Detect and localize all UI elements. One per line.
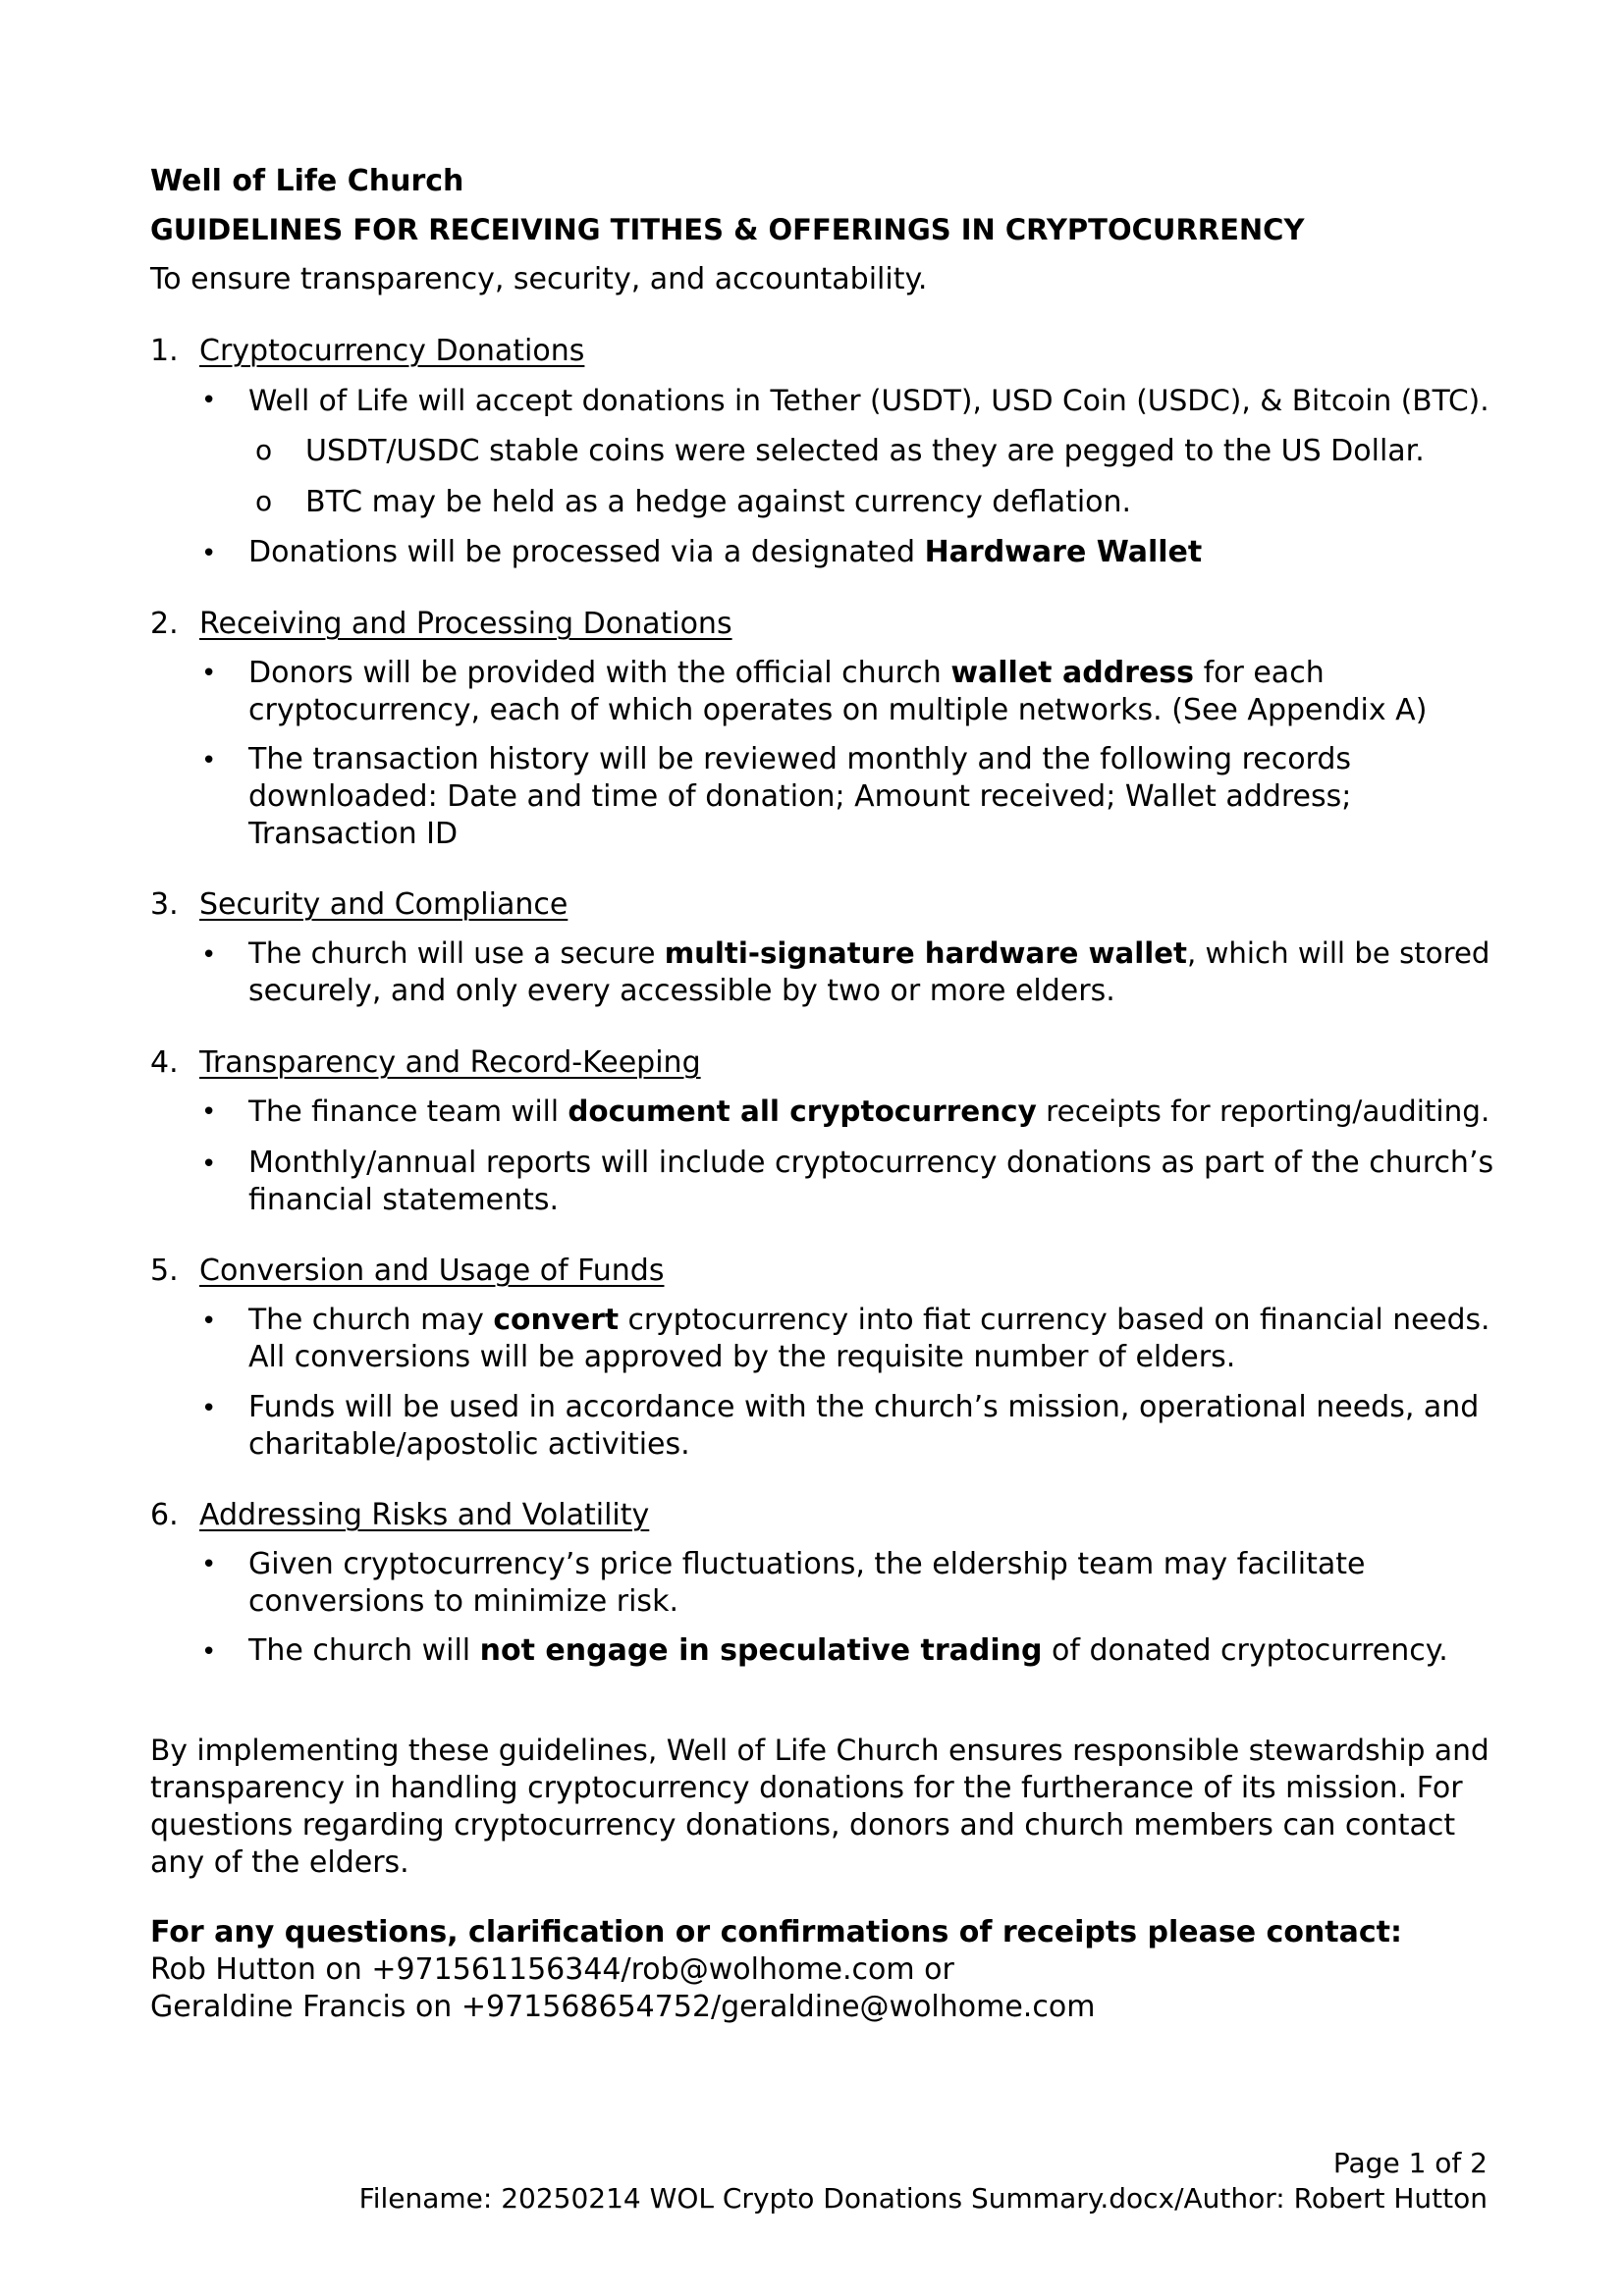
closing-line-3: questions regarding cryptocurrency donations, donors and church members can contact xyxy=(150,1808,1456,1842)
section-2-bullet-2: The transaction history will be reviewed monthly and the following records xyxy=(248,742,1352,776)
bullet-icon: • xyxy=(201,1149,217,1179)
closing-line-2: transparency in handling cryptocurrency donations for the furtherance of its mission. For xyxy=(150,1771,1463,1805)
bullet-icon: • xyxy=(201,1394,217,1423)
section-5-bullet-1-line-2: All conversions will be approved by the requisite number of elders. xyxy=(248,1340,1236,1374)
footer-filename: Filename: 20250214 WOL Crypto Donations Summary.docx/Author: Robert Hutton xyxy=(358,2182,1488,2215)
section-6-bullet-2: The church will not engage in speculative trading of donated cryptocurrency. xyxy=(248,1633,1448,1668)
section-5-bullet-2: Funds will be used in accordance with the church’s mission, operational needs, and xyxy=(248,1390,1480,1424)
bullet-icon: • xyxy=(201,940,217,970)
section-4-number: 4. xyxy=(150,1045,179,1080)
section-6-bullet-1: Given cryptocurrency’s price fluctuations, the eldership team may facilitate xyxy=(248,1547,1366,1581)
section-2-number: 2. xyxy=(150,607,179,641)
section-1-number: 1. xyxy=(150,334,179,368)
page-number: Page 1 of 2 xyxy=(1332,2147,1488,2179)
bullet-icon: • xyxy=(201,1097,217,1127)
contact-line-1: Rob Hutton on +971561156344/rob@wolhome.com or xyxy=(150,1952,954,1987)
section-2-bullet-1-line-2: cryptocurrency, each of which operates on multiple networks. (See Appendix A) xyxy=(248,693,1428,727)
bullet-icon: • xyxy=(201,1637,217,1667)
org-name: Well of Life Church xyxy=(150,164,464,198)
section-4-heading: Transparency and Record-Keeping xyxy=(199,1045,701,1080)
section-2-heading: Receiving and Processing Donations xyxy=(199,607,732,641)
section-1-sub-bullet-2: BTC may be held as a hedge against currency deflation. xyxy=(305,485,1132,519)
section-5-bullet-1: The church may convert cryptocurrency into fiat currency based on financial needs. xyxy=(248,1303,1490,1337)
closing-line-4: any of the elders. xyxy=(150,1845,409,1880)
section-6-heading: Addressing Risks and Volatility xyxy=(199,1498,650,1532)
section-2-bullet-2-line-2: downloaded: Date and time of donation; Amount received; Wallet address; xyxy=(248,779,1352,814)
section-5-number: 5. xyxy=(150,1254,179,1288)
section-1-sub-bullet-1: USDT/USDC stable coins were selected as they are pegged to the US Dollar. xyxy=(305,434,1425,468)
page-title: GUIDELINES FOR RECEIVING TITHES & OFFERINGS IN CRYPTOCURRENCY xyxy=(150,213,1305,246)
bullet-icon: • xyxy=(201,386,217,415)
intro-text: To ensure transparency, security, and accountability. xyxy=(150,262,928,296)
section-4-bullet-1: The finance team will document all cryptocurrency receipts for reporting/auditing. xyxy=(248,1095,1490,1128)
section-2-bullet-1: Donors will be provided with the official church wallet address for each xyxy=(248,656,1325,690)
section-1-bullet-1: Well of Life will accept donations in Tether (USDT), USD Coin (USDC), & Bitcoin (BTC). xyxy=(248,383,1489,417)
section-4-bullet-2: Monthly/annual reports will include cryptocurrency donations as part of the church’s xyxy=(248,1146,1494,1180)
sub-bullet-icon: o xyxy=(255,485,273,517)
section-1-bullet-2: Donations will be processed via a designated Hardware Wallet xyxy=(248,535,1203,569)
contact-line-2: Geraldine Francis on +971568654752/geraldine@wolhome.com xyxy=(150,1990,1096,2024)
section-2-bullet-2-line-3: Transaction ID xyxy=(248,817,459,851)
section-3-heading: Security and Compliance xyxy=(199,887,568,922)
section-5-bullet-2-line-2: charitable/apostolic activities. xyxy=(248,1427,690,1462)
section-1-heading: Cryptocurrency Donations xyxy=(199,334,585,368)
sub-bullet-icon: o xyxy=(255,434,273,466)
section-3-bullet-1: The church will use a secure multi-signature hardware wallet, which will be stored xyxy=(248,936,1490,970)
section-4-bullet-2-line-2: financial statements. xyxy=(248,1183,560,1217)
section-3-bullet-1-line-2: securely, and only every accessible by two or more elders. xyxy=(248,974,1115,1008)
closing-line-1: By implementing these guidelines, Well of Life Church ensures responsible stewardship and xyxy=(150,1734,1489,1768)
section-6-number: 6. xyxy=(150,1498,179,1532)
bullet-icon: • xyxy=(201,1550,217,1579)
bullet-icon: • xyxy=(201,1307,217,1336)
section-6-bullet-1-line-2: conversions to minimize risk. xyxy=(248,1584,678,1619)
section-3-number: 3. xyxy=(150,887,179,922)
bullet-icon: • xyxy=(201,539,217,568)
bullet-icon: • xyxy=(201,659,217,688)
bullet-icon: • xyxy=(201,746,217,775)
contact-heading: For any questions, clarification or confirmations of receipts please contact: xyxy=(150,1915,1402,1949)
section-5-heading: Conversion and Usage of Funds xyxy=(199,1254,665,1288)
